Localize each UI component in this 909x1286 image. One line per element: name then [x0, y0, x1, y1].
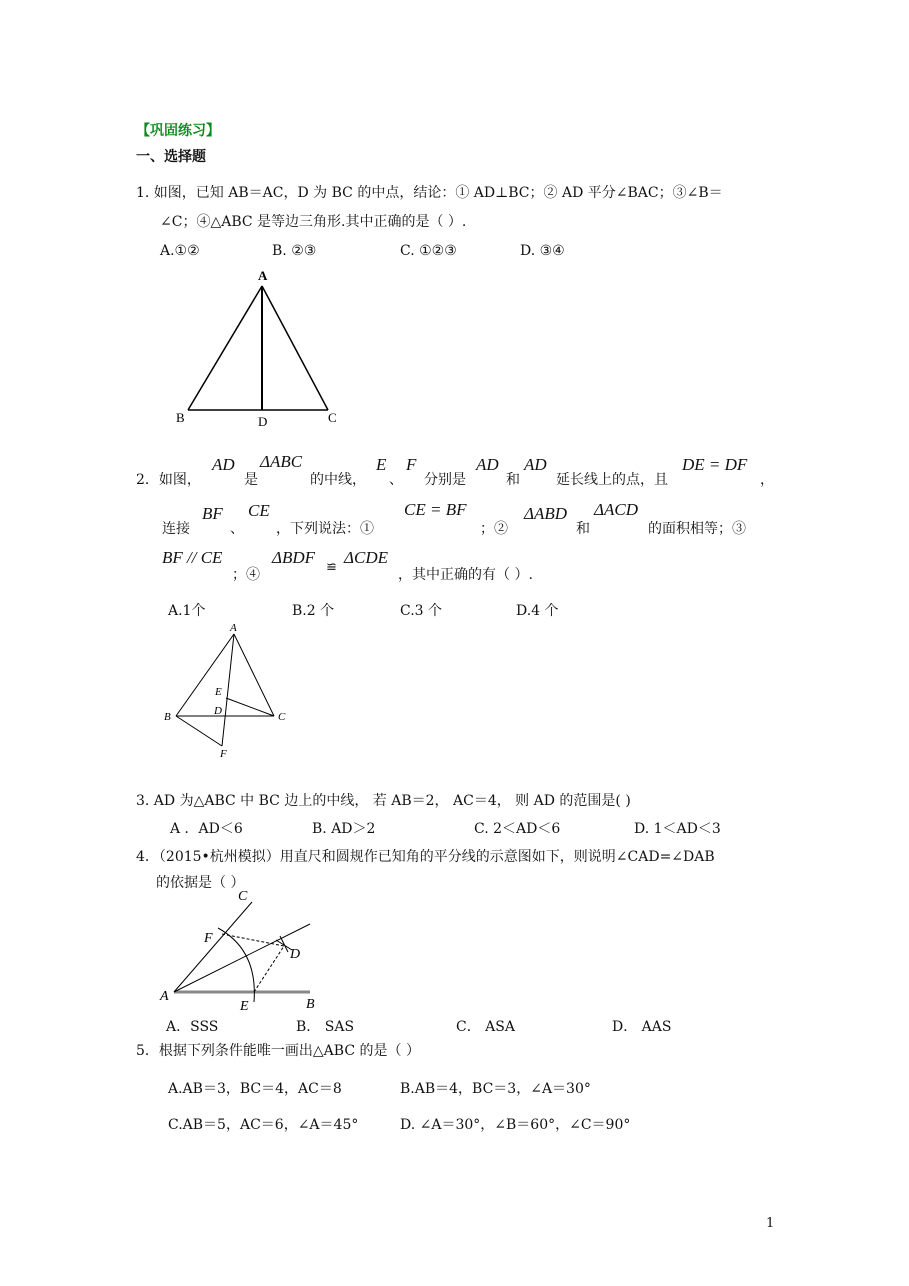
q3-option-b: B. AD＞2: [312, 821, 376, 837]
q2-xialie: ，下列说法：①: [276, 521, 374, 537]
q2-e: E: [376, 455, 387, 474]
q2-comma: ，: [760, 472, 774, 488]
q2-ce-bf: CE = BF: [404, 500, 467, 519]
q2-label-d: D: [214, 705, 222, 717]
q4-label-f: F: [204, 931, 213, 946]
q2-ad2: AD: [476, 455, 499, 474]
q2-semi2: ；②: [480, 521, 508, 537]
q1-label-b: B: [176, 410, 185, 425]
q2-zhongxian: 的中线，: [310, 472, 366, 488]
q2-bf: BF: [202, 504, 223, 523]
q2-he2: 和: [576, 521, 590, 537]
q2-lianjie: 连接: [162, 521, 190, 537]
q2-label-f: F: [220, 748, 227, 760]
q5-option-d: D. ∠A＝30°，∠B＝60°，∠C＝90°: [400, 1117, 631, 1133]
q2-dun: 、: [389, 472, 403, 488]
q3-option-c: C. 2＜AD＜6: [474, 821, 561, 837]
q4-option-a: A．SSS: [166, 1019, 219, 1035]
q2-semi4: ；④: [232, 567, 260, 583]
q2-f: F: [406, 455, 417, 474]
q1-option-b: B. ②③: [272, 243, 317, 259]
q4-option-c: C． ASA: [456, 1019, 515, 1035]
q2-fenbie: 分别是: [424, 472, 466, 488]
q2-dun2: 、: [230, 521, 244, 537]
q2-label-b: B: [164, 711, 171, 723]
q3-line: 3. AD 为△ABC 中 BC 边上的中线， 若 AB＝2， AC＝4， 则 AD 的范围是( ): [136, 793, 631, 809]
q2-ad3: AD: [524, 455, 547, 474]
q2-ad: AD: [212, 455, 235, 474]
q2-option-d: D.4 个: [516, 603, 559, 619]
q2-option-b: B.2 个: [292, 603, 335, 619]
section-title: 【巩固练习】: [136, 123, 220, 139]
q2-he: 和: [506, 472, 520, 488]
q2-cong: ≌: [326, 560, 337, 575]
q1-label-a: A: [258, 268, 268, 283]
q2-option-a: A.1个: [168, 603, 206, 619]
q1-option-d: D. ③④: [520, 243, 565, 259]
q3-option-a: A ．AD＜6: [170, 821, 243, 837]
q1-option-c: C. ①②③: [400, 243, 457, 259]
q5-line: 5．根据下列条件能唯一画出△ABC 的是（ ）: [136, 1043, 420, 1059]
q4-label-c: C: [238, 889, 248, 904]
q1-label-c: C: [328, 410, 337, 425]
q1-label-d: D: [258, 414, 268, 429]
q2-cde: ΔCDE: [344, 548, 388, 567]
q4-label-a: A: [160, 989, 169, 1004]
q2-mianji: 的面积相等；③: [648, 521, 746, 537]
part-title: 一、选择题: [136, 149, 206, 165]
q5-option-a: A.AB＝3，BC＝4，AC＝8: [168, 1081, 342, 1097]
q3-option-d: D. 1＜AD＜3: [634, 821, 721, 837]
q2-abc: ΔABC: [260, 452, 303, 471]
q4-line1: 4．（2015•杭州模拟）用直尺和圆规作已知角的平分线的示意图如下，则说明∠CAD=∠DAB: [136, 849, 715, 865]
q4-label-e: E: [240, 999, 249, 1014]
q2-label-e: E: [215, 686, 222, 698]
q2-bdf: ΔBDF: [272, 548, 316, 567]
q2-num: 2．如图，: [136, 472, 201, 488]
q2-triangle-figure: [160, 618, 300, 766]
q5-option-b: B.AB＝4，BC＝3，∠A＝30°: [400, 1081, 591, 1097]
q2-option-c: C.3 个: [400, 603, 443, 619]
q4-option-d: D． AAS: [612, 1019, 672, 1035]
q5-option-c: C.AB＝5，AC＝6，∠A＝45°: [168, 1117, 359, 1133]
q2-label-a: A: [230, 622, 237, 634]
q2-label-c: C: [278, 711, 286, 723]
q4-angle-bisector-figure: [156, 884, 326, 1014]
q4-option-b: B． SAS: [296, 1019, 355, 1035]
q2-acd: ΔACD: [594, 500, 638, 519]
q4-label-b: B: [306, 997, 315, 1012]
q2-bf-ce: BF // CE: [162, 548, 223, 567]
q4-label-d: D: [290, 947, 301, 962]
q1-line1: 1. 如图，已知 AB＝AC，D 为 BC 的中点，结论：① AD⊥BC；② AD 平分∠BAC；③∠B＝: [136, 185, 723, 201]
q4-line2: 的依据是（ ）: [156, 875, 245, 891]
q1-triangle-figure: [170, 262, 350, 432]
q2-yanchang: 延长线上的点，且: [556, 472, 668, 488]
q1-option-a: A.①②: [160, 243, 200, 259]
q2-ce: CE: [248, 501, 270, 520]
q1-line2: ∠C；④△ABC 是等边三角形.其中正确的是（ ）.: [160, 214, 467, 230]
q2-end: ，其中正确的有（ ）.: [398, 567, 533, 583]
q2-shi: 是: [244, 472, 258, 488]
q2-de-df: DE = DF: [682, 455, 748, 474]
q2-abd: ΔABD: [524, 504, 568, 523]
page-number: 1: [766, 1216, 775, 1231]
